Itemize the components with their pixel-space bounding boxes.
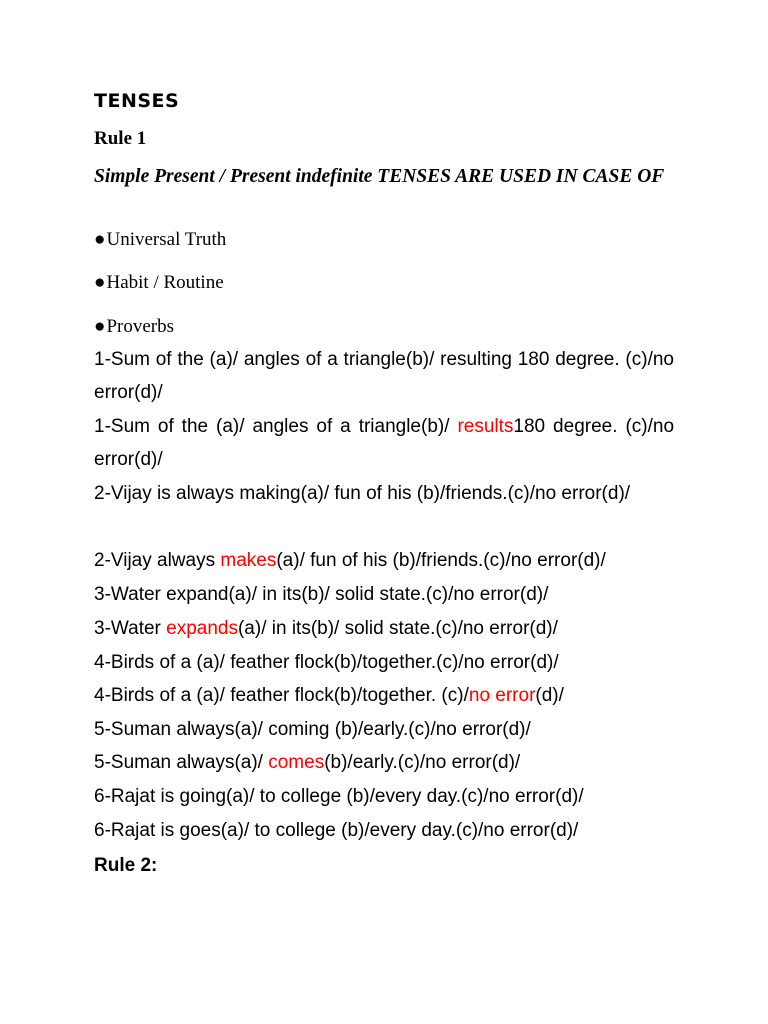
example-text: 2-Vijay always <box>94 550 221 571</box>
bullet-label: Proverbs <box>106 316 175 337</box>
rule-1-heading: Rule 1 <box>94 128 147 149</box>
example-text-rest: 180 degree. (c)/no error(d)/ <box>94 416 675 470</box>
example-6-corrected <box>94 814 674 847</box>
example-1-incorrect <box>94 343 674 409</box>
example-4-corrected <box>94 679 674 712</box>
page-title: TENSES <box>94 90 180 112</box>
rule-2-heading: Rule 2: <box>94 855 158 876</box>
rule-1-intro: Simple Present / Present indefinite TENSES ARE USED IN CASE OF <box>94 166 665 187</box>
example-5-corrected <box>94 746 674 779</box>
example-text: 4-Birds of a (a)/ feather flock(b)/together.(c)/no error(d)/ <box>94 652 559 673</box>
example-text-rest: (d)/ <box>535 685 564 706</box>
example-text: 5-Suman always(a)/ coming (b)/early.(c)/no error(d)/ <box>94 719 531 740</box>
example-6-incorrect <box>94 780 674 813</box>
example-text-rest: (a)/ in its(b)/ solid state.(c)/no error(d)/ <box>237 618 558 639</box>
correction-highlight: makes <box>220 550 277 571</box>
bullet-dot: ● <box>94 272 106 293</box>
example-2-corrected <box>94 544 674 577</box>
example-text-rest: (a)/ fun of his (b)/friends.(c)/no error(d)/ <box>276 550 606 571</box>
example-text: 4-Birds of a (a)/ feather flock(b)/together. (c)/ <box>94 685 469 706</box>
correction-highlight: comes <box>268 752 325 773</box>
bullet-item-proverbs <box>94 316 174 338</box>
correction-highlight: no error <box>468 685 536 706</box>
example-3-incorrect <box>94 578 674 611</box>
bullet-dot: ● <box>94 229 106 250</box>
example-text-rest: (b)/early.(c)/no error(d)/ <box>324 752 521 773</box>
bullet-item-habit-routine <box>94 272 224 294</box>
example-text: 6-Rajat is goes(a)/ to college (b)/every day.(c)/no error(d)/ <box>94 820 579 841</box>
bullet-label: Universal Truth <box>106 229 227 250</box>
correction-highlight: expands <box>166 618 238 639</box>
example-text: 1-Sum of the (a)/ angles of a triangle(b)/ resulting 180 degree. (c)/no error(d)/ <box>94 349 674 403</box>
bullet-label: Habit / Routine <box>106 272 224 293</box>
example-3-corrected <box>94 612 674 645</box>
correction-highlight: results <box>457 416 514 437</box>
example-text: 1-Sum of the (a)/ angles of a triangle(b)/ <box>94 416 458 437</box>
example-4-incorrect <box>94 646 674 679</box>
bullet-item-universal-truth <box>94 229 226 251</box>
example-2-incorrect <box>94 477 674 510</box>
example-text: 6-Rajat is going(a)/ to college (b)/every day.(c)/no error(d)/ <box>94 786 584 807</box>
example-text: 3-Water expand(a)/ in its(b)/ solid state.(c)/no error(d)/ <box>94 584 549 605</box>
example-5-incorrect <box>94 713 674 746</box>
example-1-corrected <box>94 410 674 476</box>
example-text: 3-Water <box>94 618 167 639</box>
bullet-dot: ● <box>94 316 106 337</box>
example-text: 5-Suman always(a)/ <box>94 752 269 773</box>
example-text: 2-Vijay is always making(a)/ fun of his (b)/friends.(c)/no error(d)/ <box>94 483 631 504</box>
